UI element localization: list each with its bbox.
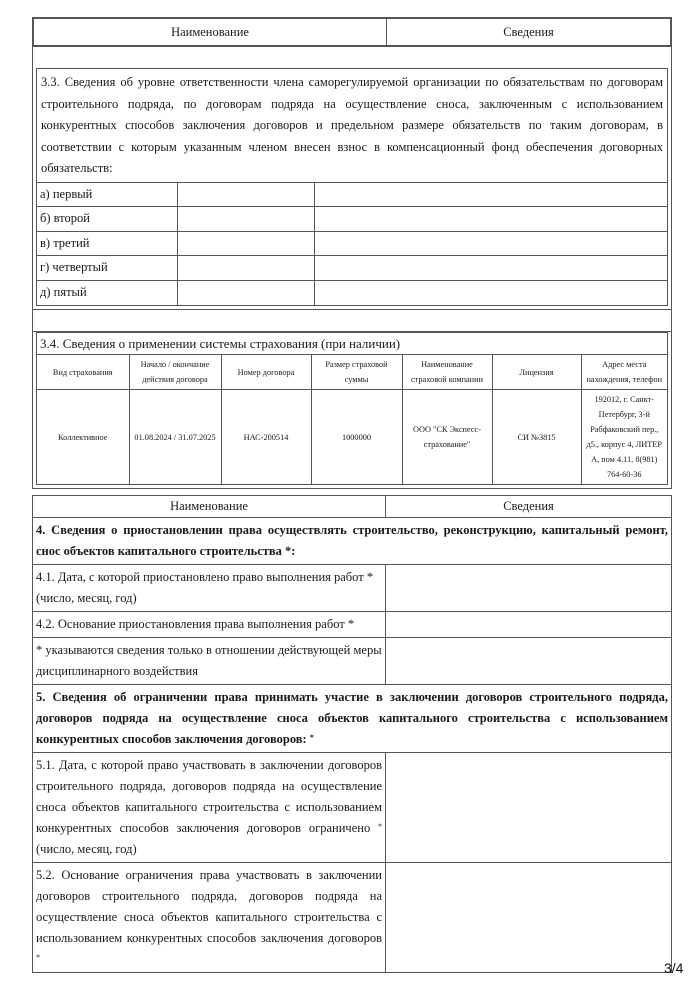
liability-levels-table xyxy=(37,182,667,305)
section-4-1-label: 4.1. Дата, с которой приостановлено право выполнения работ * (число, месяц, год) xyxy=(33,565,386,612)
restrictions-table xyxy=(32,495,672,973)
insurance-company: ООО "СК Экспесс-страхование" xyxy=(402,390,492,485)
column-header-info: Сведения xyxy=(387,19,671,46)
column-header-name: Наименование xyxy=(34,19,387,46)
section-5-2-label-cell xyxy=(33,863,386,973)
level-label: в) третий xyxy=(37,231,177,256)
col-header-address: Адрес места нахождения, телефон xyxy=(581,355,667,390)
section-4-1-row xyxy=(33,565,672,612)
blank-row xyxy=(33,46,671,68)
col-header-contract-number: Номер договора xyxy=(221,355,311,390)
page-number: 3/4 xyxy=(664,960,684,976)
section-5-1-suffix: (число, месяц, год) xyxy=(36,842,137,856)
section-4-2-value[interactable] xyxy=(386,612,672,638)
insurance-type: Коллективное xyxy=(37,390,129,485)
section-4-title: 4. Сведения о приостановлении права осуществлять строительство, реконструкцию, капитальный ремонт, снос объектов капитального строительства *: xyxy=(33,518,672,565)
section-5-1-value[interactable] xyxy=(386,753,672,863)
section-5-title: 5. Сведения об ограничении права принимать участие в заключении договоров строительного подряда, договоров подряда на осуществление сноса объектов капитального строительства с использованием конкурентных способов заключения договоров: xyxy=(36,690,668,746)
level-label: д) пятый xyxy=(37,280,177,305)
section-3-4-title: 3.4. Сведения о применении системы страхования (при наличии) xyxy=(37,333,667,355)
level-value-2[interactable] xyxy=(314,231,667,256)
section-5-1-label: 5.1. Дата, с которой право участвовать в заключении договоров строительного подряда, договоров подряда на осуществление сноса объектов капитального строительства с использованием конкурентных способов заключения договоров ограничено xyxy=(36,758,382,835)
level-value-2[interactable] xyxy=(314,207,667,232)
col-header-sum: Размер страховой суммы xyxy=(311,355,402,390)
blank-row xyxy=(33,310,671,332)
header-row xyxy=(33,496,672,518)
col-header-type: Вид страхования xyxy=(37,355,129,390)
col-header-license: Лицензия xyxy=(492,355,581,390)
section-4-note-row xyxy=(33,638,672,685)
col-header-company: Наименование страховой компании xyxy=(402,355,492,390)
header-table xyxy=(33,18,671,46)
level-value-1[interactable] xyxy=(177,207,314,232)
level-value-2[interactable] xyxy=(314,256,667,281)
section-4-title-row xyxy=(33,518,672,565)
level-value-1[interactable] xyxy=(177,182,314,207)
level-row xyxy=(37,231,667,256)
section-3-3 xyxy=(36,68,668,306)
insured-sum: 1000000 xyxy=(311,390,402,485)
restrictions-block xyxy=(32,495,672,973)
level-row xyxy=(37,256,667,281)
asterisk-mark: * xyxy=(378,822,382,831)
section-5-1-label-cell xyxy=(33,753,386,863)
liability-level-block xyxy=(32,17,672,310)
section-3-4 xyxy=(36,332,668,485)
level-label: б) второй xyxy=(37,207,177,232)
section-5-2-row xyxy=(33,863,672,973)
insurance-header-row xyxy=(37,355,667,390)
section-4-note-value[interactable] xyxy=(386,638,672,685)
section-3-3-text: 3.3. Сведения об уровне ответственности члена саморегулируемой организации по обязательствам по договорам строительного подряда, по договорам подряда на осуществление сноса, заключенным с использованием конкурентных способов заключения договоров и предельном размере обязательств по таким договорам, в соответствии с которым указанным членом внесен взнос в компенсационный фонд обеспечения договорных обязательств: xyxy=(41,75,663,175)
asterisk-mark: * xyxy=(309,733,314,742)
level-row xyxy=(37,182,667,207)
section-5-2-label: 5.2. Основание ограничения права участвовать в заключении договоров строительного подряда, договоров подряда на осуществление сноса объектов капитального строительства с использованием конкурентных способов заключения договоров xyxy=(36,868,382,945)
section-4-1-value[interactable] xyxy=(386,565,672,612)
level-value-1[interactable] xyxy=(177,231,314,256)
level-label: г) четвертый xyxy=(37,256,177,281)
level-label: а) первый xyxy=(37,182,177,207)
license-number: СИ №3815 xyxy=(492,390,581,485)
insurance-table xyxy=(37,355,667,484)
col-header-period: Начало / окончание действия договора xyxy=(129,355,221,390)
level-row xyxy=(37,280,667,305)
section-4-2-row xyxy=(33,612,672,638)
insurance-row xyxy=(37,390,667,485)
contract-number: НАС-200514 xyxy=(221,390,311,485)
level-value-2[interactable] xyxy=(314,280,667,305)
company-address: 192012, г. Санкт-Петербург, 3-й Рабфаковский пер., д5., корпус 4, ЛИТЕР А, пом 4.11, 8(981) 764-60-36 xyxy=(581,390,667,485)
level-value-1[interactable] xyxy=(177,256,314,281)
column-header-info: Сведения xyxy=(386,496,672,518)
level-row xyxy=(37,207,667,232)
section-5-2-value[interactable] xyxy=(386,863,672,973)
insurance-period: 01.08.2024 / 31.07.2025 xyxy=(129,390,221,485)
level-value-1[interactable] xyxy=(177,280,314,305)
section-4-note: * указываются сведения только в отношении действующей меры дисциплинарного воздействия xyxy=(33,638,386,685)
section-5-title-cell xyxy=(33,685,672,753)
column-header-name: Наименование xyxy=(33,496,386,518)
section-4-2-label: 4.2. Основание приостановления права выполнения работ * xyxy=(33,612,386,638)
asterisk-mark: * xyxy=(36,953,40,962)
insurance-block xyxy=(32,309,672,489)
section-5-title-row xyxy=(33,685,672,753)
section-5-1-row xyxy=(33,753,672,863)
level-value-2[interactable] xyxy=(314,182,667,207)
